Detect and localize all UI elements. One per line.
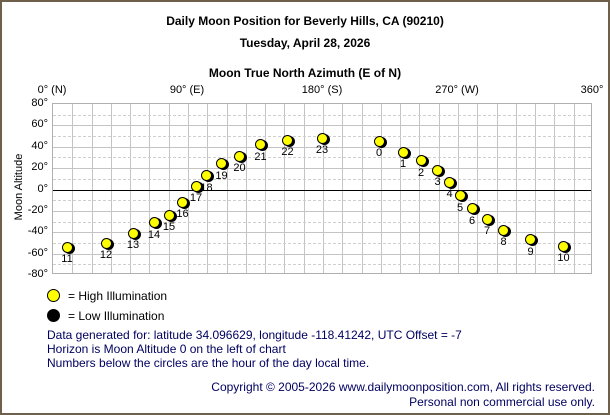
y-axis-label: Moon Altitude <box>13 153 25 221</box>
x-tick-label: 360° <box>580 84 604 96</box>
horizon-zero-line <box>53 190 591 191</box>
moon-point-hour-label-9: 9 <box>527 245 534 258</box>
y-tick-label: 0° <box>37 182 48 195</box>
horizontal-gridline-dashed <box>53 222 591 223</box>
moon-point-hour-22 <box>282 135 293 146</box>
vertical-gridline <box>342 104 343 273</box>
vertical-gridline <box>304 104 305 273</box>
vertical-gridline <box>323 104 324 273</box>
moon-point-hour-14 <box>149 217 160 228</box>
moon-point-hour-6 <box>467 203 478 214</box>
moon-point-hour-0 <box>374 136 385 147</box>
y-tick-label: -60° <box>27 246 48 259</box>
moon-point-hour-label-21: 21 <box>254 150 267 163</box>
moon-point-hour-4 <box>444 177 455 188</box>
moon-point-hour-15 <box>164 210 175 221</box>
horizontal-gridline <box>53 168 591 169</box>
horizontal-gridline-dashed <box>53 157 591 158</box>
horizontal-gridline-dashed <box>53 179 591 180</box>
moon-point-hour-label-23: 23 <box>315 144 329 157</box>
moon-point-hour-label-17: 17 <box>189 192 203 205</box>
moon-point-hour-20 <box>234 151 245 162</box>
chart-date: Tuesday, April 28, 2026 <box>239 36 371 50</box>
vertical-gridline <box>265 104 266 273</box>
moon-point-hour-label-5: 5 <box>456 201 464 214</box>
moon-point-hour-label-16: 16 <box>176 208 189 221</box>
vertical-gridline <box>554 104 555 273</box>
page-title: Daily Moon Position for Beverly Hills, CA (90210) <box>166 14 444 28</box>
vertical-gridline <box>227 104 228 273</box>
y-tick-label: 80° <box>31 97 48 109</box>
horizontal-gridline <box>53 254 591 255</box>
y-tick-label: -80° <box>27 268 48 280</box>
legend-low-label: = Low Illumination <box>68 309 165 323</box>
moon-point-hour-label-13: 13 <box>126 239 140 252</box>
vertical-gridline <box>362 104 363 273</box>
moon-point-hour-7 <box>482 214 493 225</box>
moon-point-hour-label-6: 6 <box>468 214 476 227</box>
vertical-gridline <box>284 104 285 273</box>
vertical-gridline <box>111 104 112 273</box>
vertical-gridline <box>169 104 170 273</box>
moon-point-hour-label-3: 3 <box>434 176 441 189</box>
moon-point-hour-label-14: 14 <box>147 228 161 241</box>
moon-point-hour-label-18: 18 <box>200 181 213 194</box>
vertical-gridline <box>477 104 478 273</box>
vertical-gridline <box>497 104 498 273</box>
copyright-line: Copyright © 2005-2026 www.dailymoonposition.com, All rights reserved. <box>211 380 595 394</box>
vertical-gridline <box>381 104 382 273</box>
moon-point-hour-label-10: 10 <box>557 252 570 265</box>
moon-point-hour-5 <box>455 190 466 201</box>
moon-point-hour-label-4: 4 <box>446 188 453 201</box>
moon-point-hour-label-20: 20 <box>233 162 246 175</box>
moon-point-hour-label-7: 7 <box>483 225 491 238</box>
vertical-gridline <box>246 104 247 273</box>
moon-point-hour-8 <box>498 225 509 236</box>
moon-point-hour-12 <box>101 238 112 249</box>
note-horizon: Horizon is Moon Altitude 0 on the left of chart <box>47 342 286 356</box>
vertical-gridline <box>439 104 440 273</box>
legend-high-label: = High Illumination <box>68 289 168 303</box>
moon-point-hour-13 <box>128 228 139 239</box>
moon-point-hour-label-0: 0 <box>375 147 383 160</box>
vertical-gridline <box>574 104 575 273</box>
x-tick-label: 0° (N) <box>37 84 67 96</box>
note-numbers: Numbers below the circles are the hour of the day local time. <box>47 356 370 370</box>
x-tick-label: 270° (W) <box>435 84 479 96</box>
vertical-gridline <box>400 104 401 273</box>
moon-point-hour-label-22: 22 <box>281 146 294 159</box>
moon-point-hour-3 <box>432 165 443 176</box>
moon-point-hour-label-19: 19 <box>215 169 228 182</box>
high-illumination-swatch <box>47 289 60 302</box>
vertical-gridline <box>458 104 459 273</box>
moon-point-hour-23 <box>317 133 328 144</box>
moon-point-hour-label-12: 12 <box>99 249 113 261</box>
horizontal-gridline-dashed <box>53 264 591 265</box>
moon-point-hour-label-2: 2 <box>417 166 425 179</box>
moon-point-hour-label-1: 1 <box>399 158 407 171</box>
moon-point-hour-label-15: 15 <box>162 221 176 234</box>
vertical-gridline <box>516 104 517 273</box>
horizontal-gridline-dashed <box>53 115 591 116</box>
y-tick-label: -40° <box>27 225 48 238</box>
vertical-gridline <box>535 104 536 273</box>
moon-point-hour-10 <box>558 241 569 252</box>
vertical-gridline <box>419 104 420 273</box>
horizontal-gridline <box>53 211 591 212</box>
moon-point-hour-2 <box>416 155 427 166</box>
y-tick-label: 40° <box>31 139 48 152</box>
moon-point-hour-16 <box>177 197 188 208</box>
moon-point-hour-label-11: 11 <box>61 253 73 266</box>
vertical-gridline <box>92 104 93 273</box>
horizontal-gridline-dashed <box>53 200 591 201</box>
y-tick-label: 20° <box>31 161 48 174</box>
y-tick-label: 60° <box>31 118 48 131</box>
y-tick-label: -20° <box>27 203 48 216</box>
x-tick-label: 180° (S) <box>301 84 343 96</box>
low-illumination-swatch <box>47 309 60 322</box>
note-data-generated: Data generated for: latitude 34.096629, longitude -118.41242, UTC Offset = -7 <box>47 328 462 342</box>
usage-line: Personal non commercial use only. <box>409 395 595 409</box>
horizontal-gridline <box>53 125 591 126</box>
moon-point-hour-label-8: 8 <box>500 236 507 249</box>
x-axis-title: Moon True North Azimuth (E of N) <box>208 66 402 80</box>
moon-point-hour-11 <box>62 242 73 253</box>
vertical-gridline <box>188 104 189 273</box>
moon-point-hour-1 <box>398 147 409 158</box>
vertical-gridline <box>149 104 150 273</box>
x-tick-label: 90° (E) <box>169 84 205 96</box>
